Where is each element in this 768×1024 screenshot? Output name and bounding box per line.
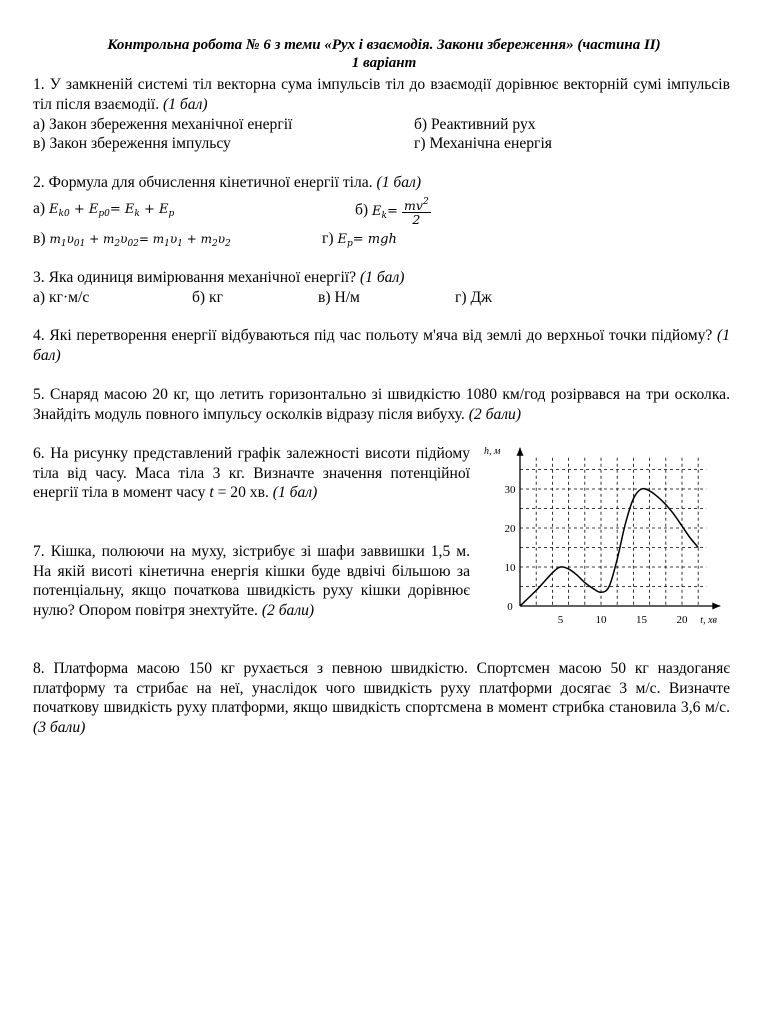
question-1-text: 1. У замкненій системі тіл векторна сума імпульсів тіл до взаємодії дорівнює векторній сумі імпульсів тіл після взаємодії. bbox=[33, 76, 730, 113]
question-6-points: (1 бал) bbox=[272, 484, 318, 501]
question-3-option-v bbox=[318, 288, 360, 307]
question-8-text: 8. Платформа масою 150 кг рухається з певною швидкістю. Спортсмен масою 50 кг наздоганяє платформу та стрибає на неї, унаслідок чого швидкість руху платформи досягає 3 м/с. Визначте початкову швидкість руху платформи, якщо швидкість спортсмена в момент стрибка становила 3,6 м/с. bbox=[33, 660, 730, 716]
x-tick-label: 15 bbox=[636, 614, 647, 626]
y-tick-label: 20 bbox=[504, 523, 516, 535]
x-axis-label: t, хв bbox=[700, 615, 717, 626]
question-5-points: (2 бали) bbox=[468, 405, 522, 423]
question-3 bbox=[33, 268, 730, 288]
question-1-points: (1 бал) bbox=[163, 95, 208, 113]
question-2-points: (1 бал) bbox=[376, 174, 422, 191]
y-tick-label: 10 bbox=[504, 562, 516, 574]
question-1 bbox=[33, 75, 730, 114]
question-6-text-post: = 20 хв. bbox=[217, 484, 269, 501]
formula-a: $E_{k0} + E_{p0}= E_k + E_p$ bbox=[49, 202, 175, 219]
x-tick-label: 5 bbox=[557, 614, 564, 626]
question-3-option-a-text: а) кг·м/с bbox=[33, 289, 90, 306]
x-tick-label: 10 bbox=[595, 614, 607, 626]
formula-g: $E_p=$ mgh bbox=[337, 232, 397, 249]
question-5 bbox=[33, 385, 730, 424]
question-6-t-symbol: t bbox=[209, 484, 214, 501]
question-1-option-g: г) Механічна енергія bbox=[414, 135, 552, 152]
question-1-options-row-2 bbox=[33, 134, 231, 153]
question-2-option-b bbox=[355, 196, 431, 226]
question-6-text: 6. На рисунку представлений графік залежності висоти підйому тіла від часу. Маса тіла 3 кг. Визначте значення потенційної енергії тіла в момент часу bbox=[33, 445, 470, 501]
page-title: Контрольна робота № 6 з теми «Рух і взаємодія. Закони збереження» (частина ІІ) bbox=[107, 37, 661, 53]
question-8-points: (3 бали) bbox=[33, 718, 86, 736]
y-axis-arrow bbox=[517, 448, 524, 456]
header bbox=[32, 36, 736, 72]
formula-v: $m_1\upsilon_{01} + m_2\upsilon_{02}= m_1\upsilon_1 + m_2\upsilon_2$ bbox=[49, 232, 231, 249]
question-3-option-a bbox=[33, 288, 89, 307]
question-3-option-g bbox=[455, 288, 492, 307]
question-1-option-a: а) Закон збереження механічної енергії bbox=[33, 116, 293, 133]
question-2-option-g-label: г) bbox=[322, 230, 334, 247]
question-6 bbox=[33, 444, 470, 503]
question-3-option-v-text: в) Н/м bbox=[318, 289, 360, 306]
question-2-option-b-label: б) bbox=[355, 201, 369, 219]
question-3-option-g-text: г) Дж bbox=[455, 289, 492, 306]
question-2-option-v-label: в) bbox=[33, 230, 46, 247]
question-3-option-b-text: б) кг bbox=[192, 289, 223, 306]
question-2-option-a bbox=[33, 199, 174, 224]
variant-label: 1 варіант bbox=[351, 55, 417, 71]
origin-label: 0 bbox=[507, 601, 513, 613]
y-axis-label: h, м bbox=[484, 445, 501, 457]
question-8 bbox=[33, 659, 730, 737]
question-4 bbox=[33, 326, 730, 365]
question-4-text: 4. Які перетворення енергії відбуваються під час польоту м'яча від землі до верхньої точки підйому? bbox=[33, 327, 713, 344]
question-7-points: (2 бали) bbox=[261, 601, 315, 619]
question-2-option-g bbox=[322, 229, 397, 254]
question-1-option-b: б) Реактивний рух bbox=[414, 116, 536, 133]
question-1-option-g-row bbox=[414, 134, 552, 153]
question-7-text: 7. Кішка, полюючи на муху, зістрибує зі шафи заввишки 1,5 м. На якій висоті кінетична енергія кішки буде вдвічі більшою за потенціальну, якщо початкова швидкість руху кішки дорівнює нулю? Опором повітря знехтуйте. bbox=[33, 543, 470, 619]
height-time-chart bbox=[480, 444, 730, 630]
question-3-option-b bbox=[192, 288, 223, 307]
question-5-text: 5. Снаряд масою 20 кг, що летить горизонтально зі швидкістю 1080 км/год розірвався на три осколка. Знайдіть модуль повного імпульсу осколків відразу після вибуху. bbox=[33, 386, 730, 423]
question-1-options-row-1 bbox=[33, 115, 292, 134]
question-2-text: 2. Формула для обчислення кінетичної енергії тіла. bbox=[33, 174, 373, 191]
question-2-option-v bbox=[33, 229, 231, 254]
x-axis-arrow bbox=[712, 603, 720, 610]
x-tick-label: 20 bbox=[676, 614, 688, 626]
question-2-option-a-label: а) bbox=[33, 200, 46, 217]
y-tick-label: 30 bbox=[504, 484, 516, 496]
question-1-option-v: в) Закон збереження імпульсу bbox=[33, 135, 231, 152]
question-3-points: (1 бал) bbox=[359, 269, 405, 286]
question-7 bbox=[33, 542, 470, 620]
formula-b: $E_k=$ $\frac{mv^2}{2}$ bbox=[372, 197, 429, 227]
question-4-points: (1 бал) bbox=[33, 327, 730, 364]
question-2 bbox=[33, 173, 730, 193]
question-3-text: 3. Яка одиниця вимірювання механічної енергії? bbox=[33, 269, 357, 286]
question-1-option-b-row bbox=[414, 115, 536, 134]
